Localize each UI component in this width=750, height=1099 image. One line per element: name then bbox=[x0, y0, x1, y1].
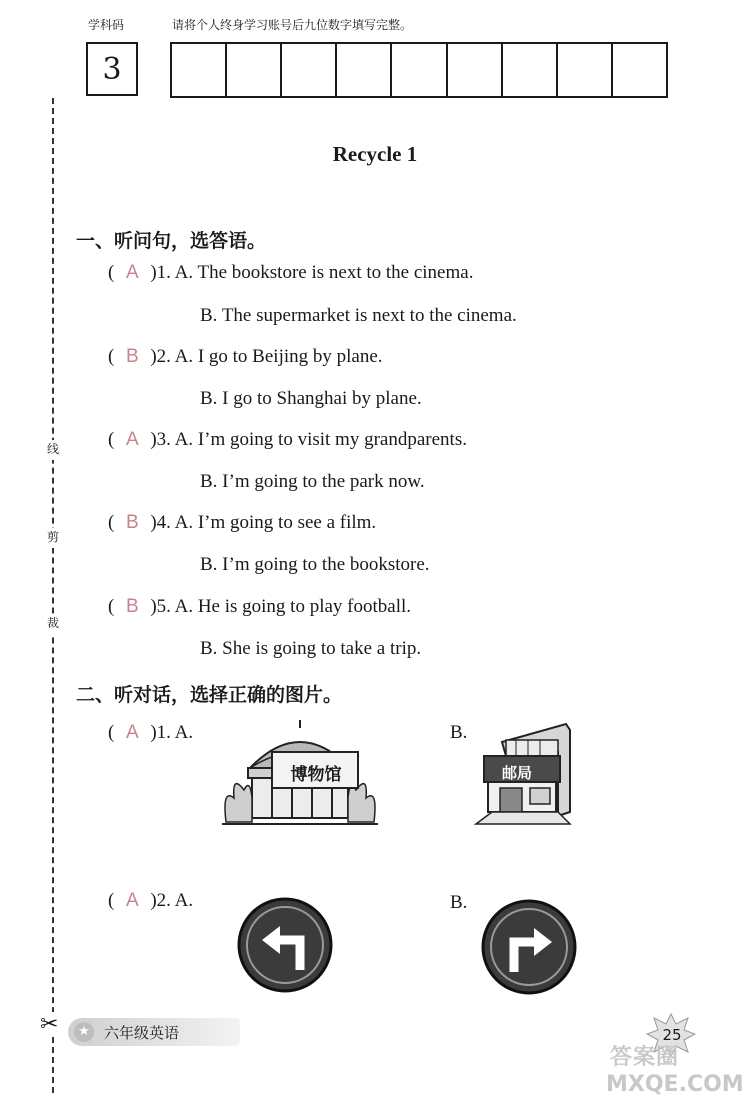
star-icon: ★ bbox=[74, 1022, 94, 1042]
question-1-line-a: ( A )1. A. The bookstore is next to the cinema. bbox=[108, 262, 474, 283]
option-a: A. He is going to play football. bbox=[174, 596, 412, 617]
option-a: A. I’m going to visit my grandparents. bbox=[174, 429, 467, 450]
question-number: 2. bbox=[156, 890, 171, 911]
question-1-option-b: B. The supermarket is next to the cinema. bbox=[200, 305, 517, 326]
question-5-line-a: ( B )5. A. He is going to play football. bbox=[108, 596, 412, 617]
subject-code: 3 bbox=[102, 51, 122, 87]
option-a: A. I’m going to see a film. bbox=[174, 512, 377, 533]
account-digit-cell[interactable] bbox=[392, 44, 447, 96]
answer-mark: A bbox=[125, 890, 139, 911]
answer-mark: B bbox=[125, 346, 139, 367]
option-b-letter: B. bbox=[450, 892, 468, 913]
account-number-grid[interactable] bbox=[170, 42, 668, 98]
question-3-option-b: B. I’m going to the park now. bbox=[200, 471, 425, 492]
account-instruction: 请将个人终身学习账号后九位数字填写完整。 bbox=[172, 18, 413, 32]
scissors-icon: ✂ bbox=[40, 1012, 59, 1037]
watermark-url: MXQE.COM bbox=[606, 1072, 744, 1097]
page-number: 25 bbox=[662, 1026, 682, 1044]
question-2-line-a: ( B )2. A. I go to Beijing by plane. bbox=[108, 346, 383, 367]
turn-left-sign-icon[interactable] bbox=[236, 896, 334, 994]
cut-line-char: 剪 bbox=[44, 528, 62, 548]
account-digit-cell[interactable] bbox=[558, 44, 613, 96]
watermark-logo: 答案圈 bbox=[610, 1045, 680, 1070]
account-digit-cell[interactable] bbox=[282, 44, 337, 96]
turn-right-sign-icon[interactable] bbox=[480, 898, 578, 996]
question-4-line-a: ( B )4. A. I’m going to see a film. bbox=[108, 512, 377, 533]
question-5-option-b: B. She is going to take a trip. bbox=[200, 638, 422, 659]
subject-code-label: 学科码 bbox=[88, 18, 125, 32]
option-b-letter: B. bbox=[450, 722, 468, 743]
section-1-title: 一、听问句，选答语。 bbox=[76, 230, 267, 252]
account-digit-cell[interactable] bbox=[337, 44, 392, 96]
subject-code-box bbox=[86, 42, 138, 96]
answer-mark: A bbox=[125, 262, 139, 283]
question-number: 2. bbox=[156, 346, 171, 367]
answer-mark: A bbox=[125, 429, 139, 450]
option-a-letter: A. bbox=[174, 890, 194, 911]
account-digit-cell[interactable] bbox=[172, 44, 227, 96]
option-a-letter: A. bbox=[174, 722, 194, 743]
section-2-title: 二、听对话，选择正确的图片。 bbox=[76, 684, 343, 706]
question-number: 1. bbox=[156, 262, 171, 283]
account-digit-cell[interactable] bbox=[227, 44, 282, 96]
cut-line-char: 裁 bbox=[44, 614, 62, 634]
option-a: A. I go to Beijing by plane. bbox=[174, 346, 383, 367]
cut-line bbox=[52, 98, 54, 1093]
picture-question-2: ( A )2. A. bbox=[108, 890, 194, 911]
question-4-option-b: B. I’m going to the bookstore. bbox=[200, 554, 430, 575]
question-2-option-b: B. I go to Shanghai by plane. bbox=[200, 388, 422, 409]
answer-mark: B bbox=[125, 512, 139, 533]
account-digit-cell[interactable] bbox=[503, 44, 558, 96]
answer-mark: B bbox=[125, 596, 139, 617]
account-digit-cell[interactable] bbox=[448, 44, 503, 96]
question-number: 3. bbox=[156, 429, 171, 450]
question-3-line-a: ( A )3. A. I’m going to visit my grandparents. bbox=[108, 429, 467, 450]
cut-line-char: 线 bbox=[44, 440, 62, 460]
picture-question-1: ( A )1. A. bbox=[108, 722, 194, 743]
account-digit-cell[interactable] bbox=[613, 44, 666, 96]
question-number: 5. bbox=[156, 596, 171, 617]
book-title: 六年级英语 bbox=[104, 1024, 180, 1042]
question-number: 1. bbox=[156, 722, 171, 743]
museum-sign: 博物馆 bbox=[290, 765, 342, 785]
answer-mark: A bbox=[125, 722, 139, 743]
page-title: Recycle 1 bbox=[332, 142, 418, 166]
post-office-sign: 邮局 bbox=[501, 764, 532, 782]
option-a: A. The bookstore is next to the cinema. bbox=[174, 262, 474, 283]
question-number: 4. bbox=[156, 512, 171, 533]
